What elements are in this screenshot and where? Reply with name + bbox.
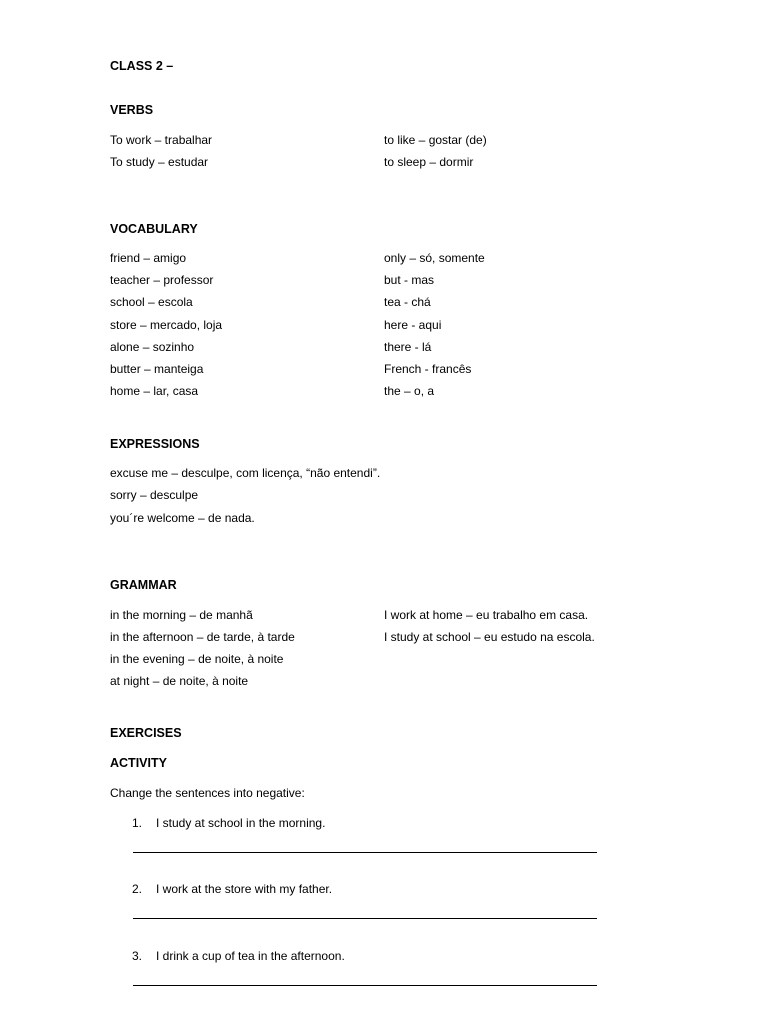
vocab-left-item: friend – amigo [110,251,187,265]
grammar-left-item: in the morning – de manhã [110,608,253,622]
verbs-left-item: To work – trabalhar [110,133,213,147]
exercise-sentence: I study at school in the morning. [156,816,326,830]
vocab-right-item: here - aqui [384,318,442,332]
vocab-right-item: there - lá [384,340,432,354]
exercise-number: 2. [132,882,143,896]
vocab-right-item: only – só, somente [384,251,485,265]
grammar-left-item: at night – de noite, à noite [110,674,249,688]
activity-instruction: Change the sentences into negative: [110,786,305,800]
exercise-number: 3. [132,949,143,963]
vocab-left-item: school – escola [110,295,193,309]
vocab-left-item: alone – sozinho [110,340,195,354]
expressions-heading: EXPRESSIONS [110,437,200,451]
expression-item: excuse me – desculpe, com licença, “não entendi”. [110,466,381,480]
exercise-number: 1. [132,816,143,830]
verbs-left-item: To study – estudar [110,155,209,169]
answer-line[interactable] [133,852,597,853]
vocab-left-item: teacher – professor [110,273,214,287]
exercise-sentence: I work at the store with my father. [156,882,333,896]
vocab-right-item: tea - chá [384,295,431,309]
activity-heading: ACTIVITY [110,756,167,770]
vocab-left-item: butter – manteiga [110,362,204,376]
grammar-right-item: I study at school – eu estudo na escola. [384,630,595,644]
vocabulary-heading: VOCABULARY [110,222,198,236]
expression-item: you´re welcome – de nada. [110,511,255,525]
verbs-right-item: to sleep – dormir [384,155,474,169]
verbs-heading: VERBS [110,103,154,117]
vocab-right-item: French - francês [384,362,472,376]
vocab-left-item: home – lar, casa [110,384,199,398]
vocab-right-item: the – o, a [384,384,435,398]
answer-line[interactable] [133,985,597,986]
answer-line[interactable] [133,918,597,919]
page-title: CLASS 2 – [110,59,174,73]
vocab-right-item: but - mas [384,273,435,287]
grammar-left-item: in the evening – de noite, à noite [110,652,284,666]
expression-item: sorry – desculpe [110,488,199,502]
exercises-heading: EXERCISES [110,726,182,740]
verbs-right-item: to like – gostar (de) [384,133,487,147]
vocab-left-item: store – mercado, loja [110,318,223,332]
grammar-left-item: in the afternoon – de tarde, à tarde [110,630,295,644]
exercise-sentence: I drink a cup of tea in the afternoon. [156,949,345,963]
grammar-right-item: I work at home – eu trabalho em casa. [384,608,589,622]
grammar-heading: GRAMMAR [110,578,177,592]
